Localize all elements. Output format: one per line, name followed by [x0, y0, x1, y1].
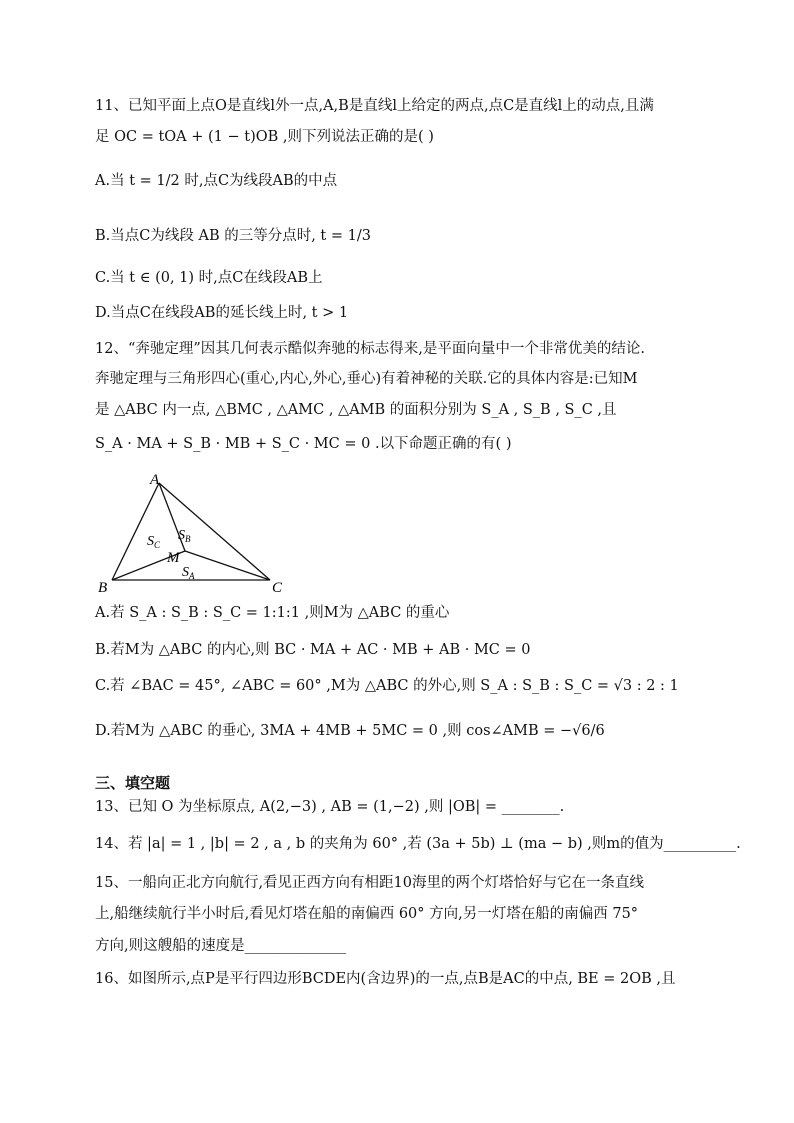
area-sc-s: S	[147, 534, 154, 549]
q15-line2: 上,船继续航行半小时后,看见灯塔在船的南偏西 60° 方向,另一灯塔在船的南偏西 75°	[95, 906, 639, 922]
q13-line: 13、已知 O 为坐标原点, A(2,−3) , AB = (1,−2) ,则 |OB| = ________.	[95, 799, 565, 815]
area-sa-s: S	[182, 565, 189, 580]
area-sc-label	[147, 534, 161, 550]
segment-cm	[185, 551, 270, 580]
q12-option-d: D.若M为 △ABC 的垂心, 3MA + 4MB + 5MC = 0 ,则 cos∠AMB = −√6/6	[95, 723, 605, 739]
area-sb-sub: B	[185, 534, 191, 544]
point-m-label: M	[167, 550, 180, 566]
triangle-figure	[90, 468, 305, 596]
section-heading: 三、填空题	[95, 774, 171, 792]
q15-line3: 方向,则这艘船的速度是______________	[95, 938, 347, 954]
area-sb-s: S	[178, 528, 185, 543]
side-ab	[112, 483, 159, 580]
q12-option-a: A.若 S_A : S_B : S_C = 1:1:1 ,则M为 △ABC 的重心	[95, 605, 450, 621]
q16-line1: 16、如图所示,点P是平行四边形BCDE内(含边界)的一点,点B是AC的中点, BE = 2OB ,且	[95, 971, 676, 987]
q11-option-c: C.当 t ∈ (0, 1) 时,点C在线段AB上	[95, 270, 323, 286]
area-sa-sub: A	[189, 571, 195, 581]
q12-option-c: C.若 ∠BAC = 45°, ∠ABC = 60° ,M为 △ABC 的外心,则 S_A : S_B : S_C = √3 : 2 : 1	[95, 678, 679, 694]
area-sa-label	[182, 565, 195, 581]
vertex-c-label: C	[272, 580, 283, 596]
q12-line1: 12、“奔驰定理”因其几何表示酷似奔驰的标志得来,是平面向量中一个非常优美的结论.	[95, 341, 645, 357]
area-sb-label	[178, 528, 191, 544]
q12-line4: S_A · MA + S_B · MB + S_C · MC = 0 .以下命题正确的有( )	[95, 436, 512, 452]
q14-line: 14、若 |a| = 1 , |b| = 2 , a , b 的夹角为 60° ,若 (3a + 5b) ⊥ (ma − b) ,则m的值为__________.	[95, 836, 741, 852]
q12-line2: 奔驰定理与三角形四心(重心,内心,外心,垂心)有着神秘的关联.它的具体内容是:已知M	[95, 371, 638, 387]
q12-line3: 是 △ABC 内一点, △BMC , △AMC , △AMB 的面积分别为 S_A , S_B , S_C ,且	[95, 402, 617, 418]
vertex-a-label: A	[150, 472, 160, 488]
q11-line2: 足 OC = tOA + (1 − t)OB ,则下列说法正确的是( )	[95, 129, 434, 145]
q11-option-b: B.当点C为线段 AB 的三等分点时, t = 1/3	[95, 228, 371, 244]
q15-line1: 15、一船向正北方向航行,看见正西方向有相距10海里的两个灯塔恰好与它在一条直线	[95, 875, 645, 891]
area-sc-sub: C	[154, 540, 161, 550]
q12-option-b: B.若M为 △ABC 的内心,则 BC · MA + AC · MB + AB · MC = 0	[95, 642, 531, 658]
q11-line1: 11、已知平面上点O是直线l外一点,A,B是直线l上给定的两点,点C是直线l上的动点,且满	[95, 98, 654, 114]
q11-option-a: A.当 t = 1/2 时,点C为线段AB的中点	[95, 173, 338, 189]
vertex-b-label: B	[98, 580, 108, 596]
q11-option-d: D.当点C在线段AB的延长线上时, t > 1	[95, 305, 349, 321]
